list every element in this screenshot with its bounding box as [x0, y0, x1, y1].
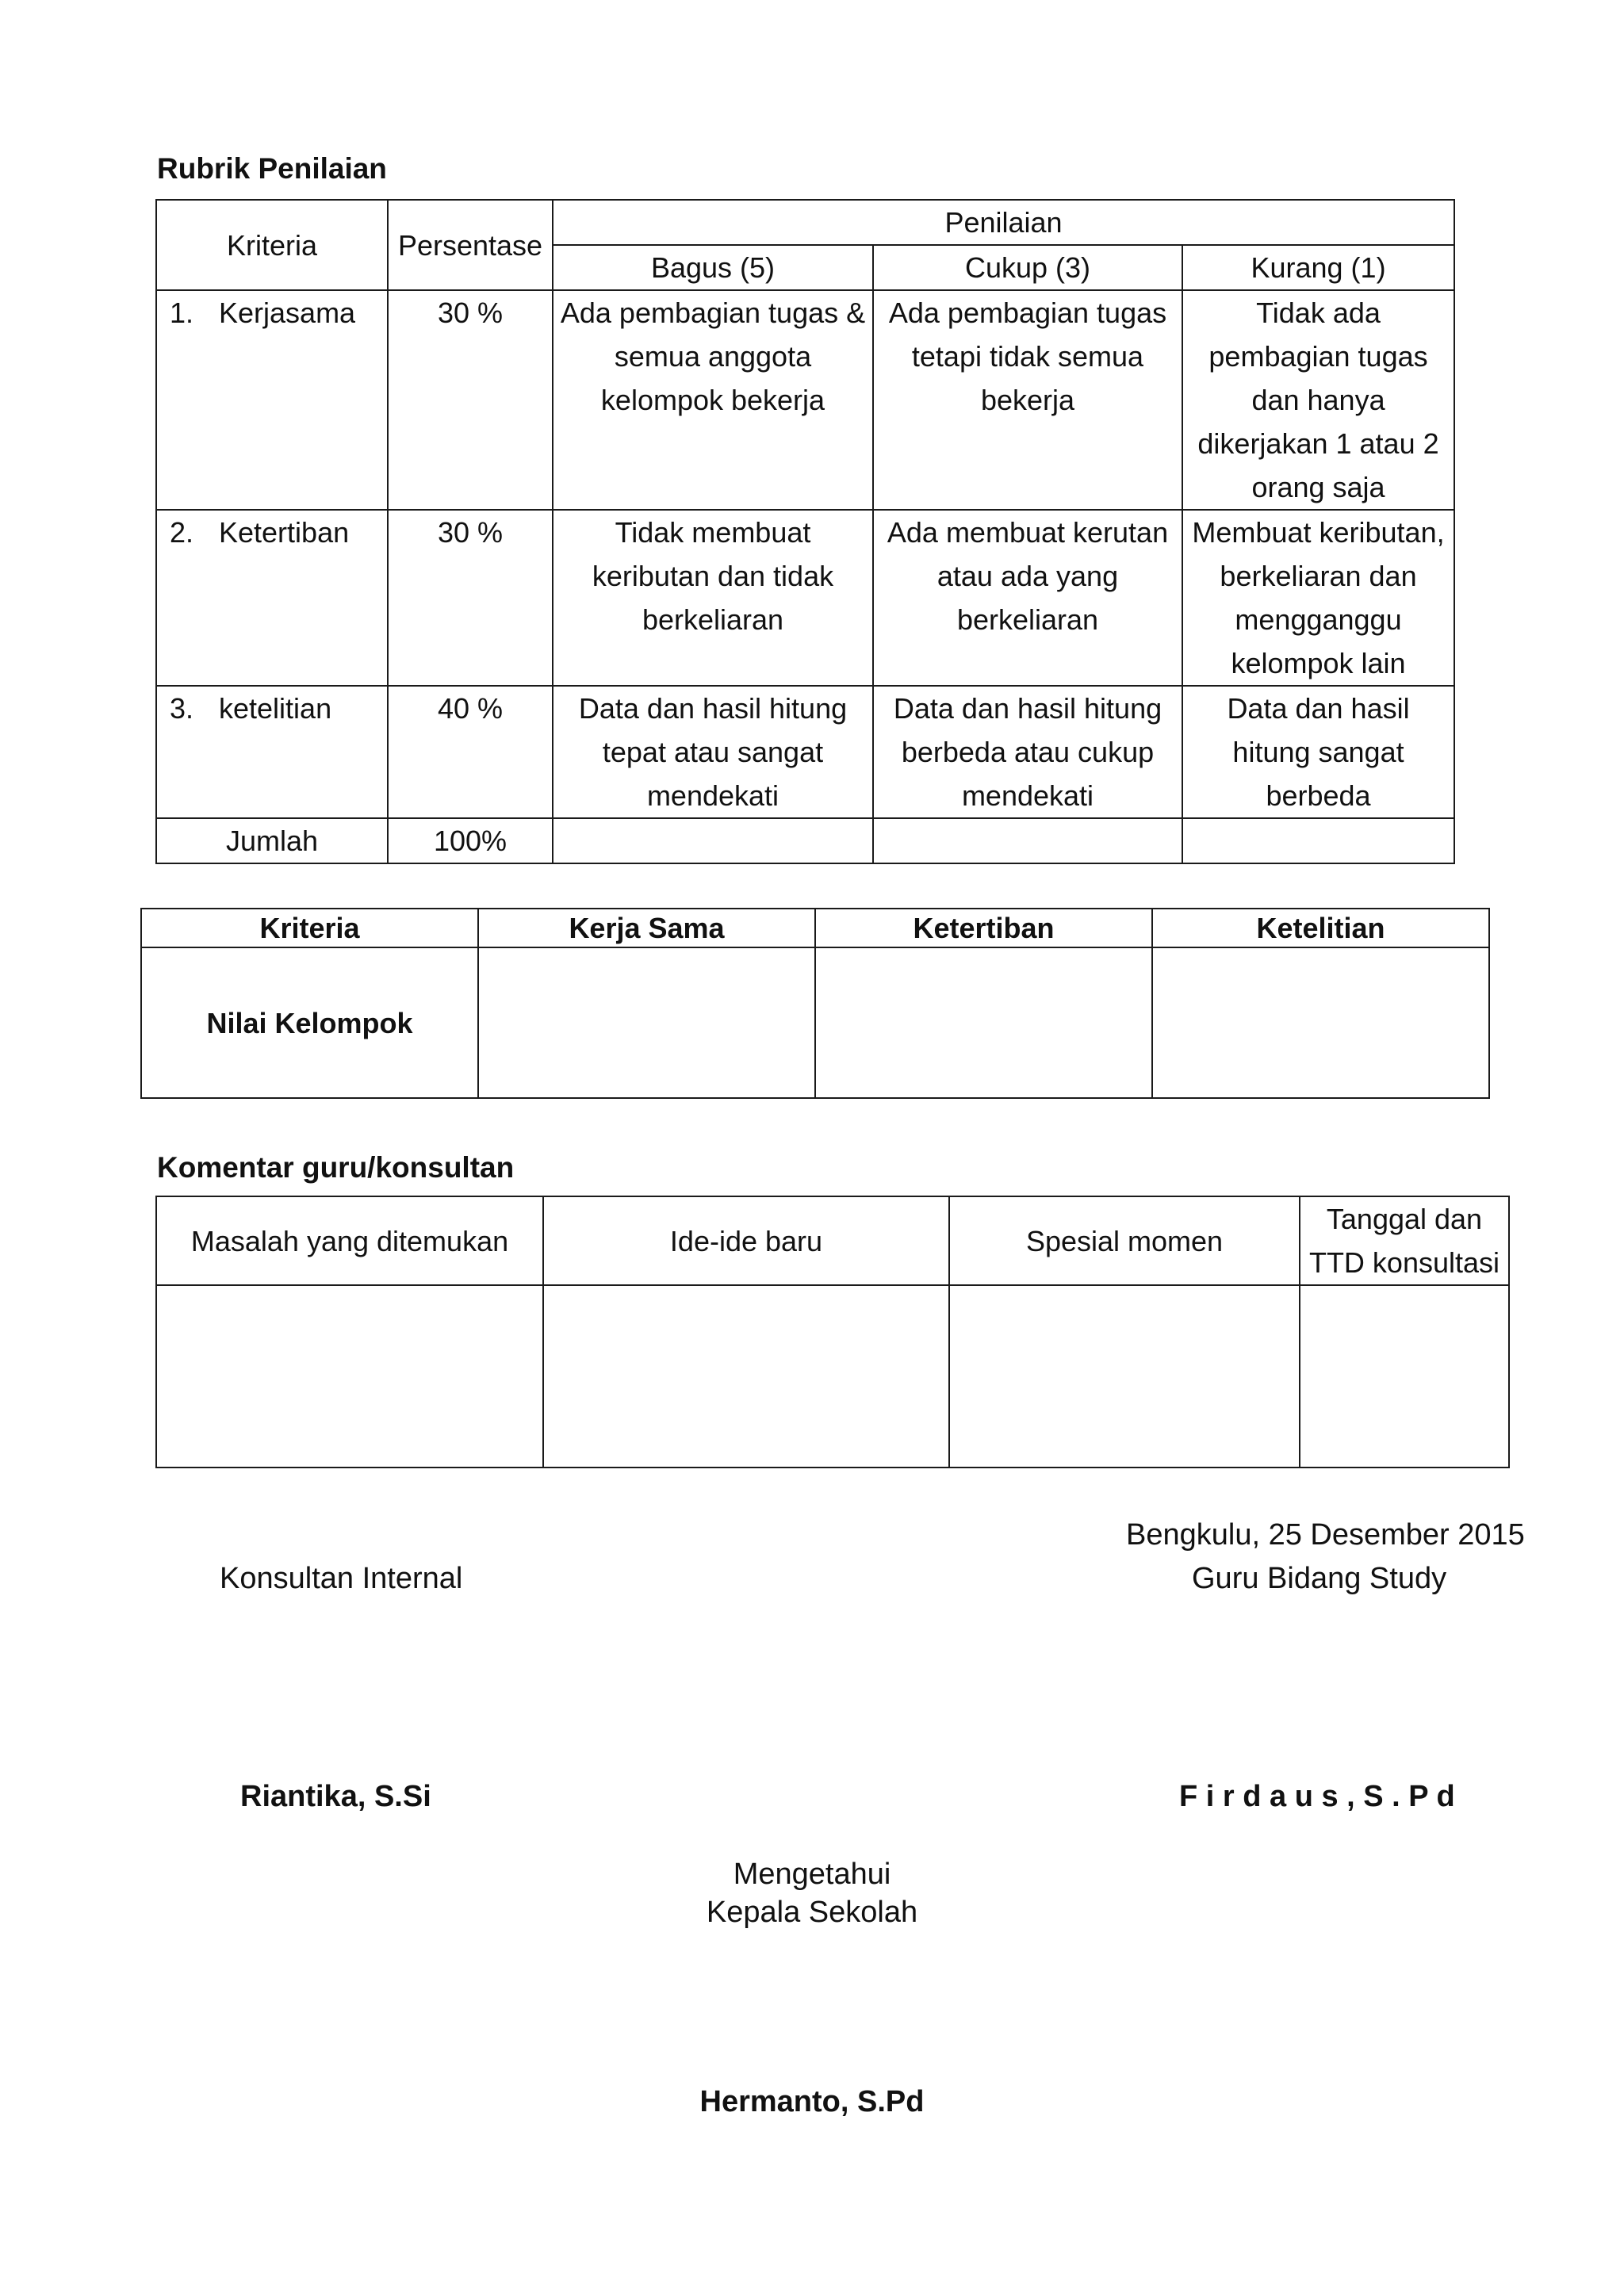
text-line: orang saja — [1251, 471, 1385, 503]
text-line: Data dan hasil — [1227, 692, 1410, 725]
komentar-masalah-value — [156, 1285, 543, 1468]
komentar-header-ide: Ide-ide baru — [543, 1196, 949, 1285]
nilai-ketertiban-value — [815, 947, 1152, 1098]
kepala-role: Kepala Sekolah — [706, 1896, 918, 1929]
text-line: Ada membuat kerutan — [887, 516, 1169, 549]
table-row — [156, 290, 1454, 510]
kepala-name: Hermanto, S.Pd — [699, 2085, 925, 2118]
header-kriteria: Kriteria — [156, 200, 388, 290]
header-kurang: Kurang (1) — [1182, 245, 1454, 290]
row-number: 3. — [170, 692, 194, 725]
bagus-cell — [553, 510, 873, 686]
row-number: 1. — [170, 297, 194, 329]
komentar-spesial-value — [949, 1285, 1300, 1468]
total-row — [156, 818, 1454, 863]
text-line: bekerja — [980, 384, 1075, 416]
total-label: Jumlah — [156, 818, 388, 863]
kurang-cell — [1182, 510, 1454, 686]
kriteria-label: Ketertiban — [219, 516, 350, 549]
text-line: mengganggu — [1235, 603, 1402, 636]
text-line: keributan dan tidak — [592, 560, 834, 592]
nilai-kelompok-label: Nilai Kelompok — [141, 947, 478, 1098]
text-line: kelompok bekerja — [600, 384, 825, 416]
mengetahui-label: Mengetahui — [733, 1858, 891, 1891]
kurang-cell — [1182, 686, 1454, 818]
komentar-header-masalah: Masalah yang ditemukan — [156, 1196, 543, 1285]
nilai-header-kerjasama: Kerja Sama — [478, 909, 815, 947]
kriteria-cell — [156, 686, 388, 818]
text-line: semua anggota — [614, 340, 812, 373]
text-line: pembagian tugas — [1208, 340, 1428, 373]
total-persen: 100% — [388, 818, 553, 863]
empty-cell — [1182, 818, 1454, 863]
persen-cell: 40 % — [388, 686, 553, 818]
cukup-cell — [873, 510, 1182, 686]
text-line: mendekati — [646, 779, 779, 812]
rubric-title: Rubrik Penilaian — [157, 152, 387, 185]
text-line: Ada pembagian tugas — [888, 297, 1167, 329]
header-cukup: Cukup (3) — [873, 245, 1182, 290]
komentar-tanggal-value — [1300, 1285, 1509, 1468]
nilai-header-ketertiban: Ketertiban — [815, 909, 1152, 947]
text-line: hitung sangat — [1232, 736, 1404, 768]
text-line: berkeliaran dan — [1220, 560, 1417, 592]
bagus-cell — [553, 686, 873, 818]
text-line: kelompok lain — [1231, 647, 1406, 679]
text-line: berbeda atau cukup — [901, 736, 1155, 768]
text-line: Data dan hasil hitung — [893, 692, 1162, 725]
komentar-table — [155, 1196, 1510, 1468]
text-line: Tidak membuat — [615, 516, 811, 549]
text-line: berbeda — [1266, 779, 1371, 812]
table-row — [156, 510, 1454, 686]
nilai-ketelitian-value — [1152, 947, 1489, 1098]
header-bagus: Bagus (5) — [553, 245, 873, 290]
kriteria-label: Kerjasama — [219, 297, 356, 329]
nilai-table — [140, 908, 1490, 1099]
text-line: dan hanya — [1251, 384, 1385, 416]
text-line: berkeliaran — [642, 603, 784, 636]
kriteria-cell — [156, 290, 388, 510]
header-penilaian: Penilaian — [553, 200, 1454, 245]
cukup-cell — [873, 686, 1182, 818]
right-signer-name: F i r d a u s , S . P d — [1179, 1780, 1455, 1813]
persen-cell: 30 % — [388, 510, 553, 686]
header-persentase: Persentase — [388, 200, 553, 290]
text-line: atau ada yang — [936, 560, 1119, 592]
text-line: TTD konsultasi — [1308, 1246, 1500, 1279]
right-role: Guru Bidang Study — [1192, 1562, 1447, 1595]
text-line: Data dan hasil hitung — [578, 692, 848, 725]
komentar-header-spesial: Spesial momen — [949, 1196, 1300, 1285]
left-role: Konsultan Internal — [220, 1562, 463, 1595]
place-date: Bengkulu, 25 Desember 2015 — [1126, 1518, 1525, 1552]
persen-cell: 30 % — [388, 290, 553, 510]
komentar-title: Komentar guru/konsultan — [157, 1151, 515, 1184]
text-line: Tidak ada — [1256, 297, 1381, 329]
komentar-ide-value — [543, 1285, 949, 1468]
text-line: Tanggal dan — [1326, 1203, 1483, 1235]
row-number: 2. — [170, 516, 194, 549]
text-line: berkeliaran — [956, 603, 1099, 636]
text-line: tepat atau sangat — [602, 736, 824, 768]
kriteria-cell — [156, 510, 388, 686]
nilai-kerjasama-value — [478, 947, 815, 1098]
nilai-header-kriteria: Kriteria — [141, 909, 478, 947]
bagus-cell — [553, 290, 873, 510]
empty-cell — [873, 818, 1182, 863]
table-row — [156, 686, 1454, 818]
text-line: Ada pembagian tugas & — [560, 297, 866, 329]
nilai-header-ketelitian: Ketelitian — [1152, 909, 1489, 947]
text-line: Membuat keributan, — [1192, 516, 1445, 549]
text-line: tetapi tidak semua — [911, 340, 1144, 373]
rubric-table — [155, 199, 1455, 864]
empty-cell — [553, 818, 873, 863]
text-line: mendekati — [961, 779, 1094, 812]
komentar-header-tanggal — [1300, 1196, 1509, 1285]
kurang-cell — [1182, 290, 1454, 510]
cukup-cell — [873, 290, 1182, 510]
kriteria-label: ketelitian — [219, 692, 332, 725]
left-signer-name: Riantika, S.Si — [240, 1780, 431, 1813]
text-line: dikerjakan 1 atau 2 — [1197, 427, 1439, 460]
